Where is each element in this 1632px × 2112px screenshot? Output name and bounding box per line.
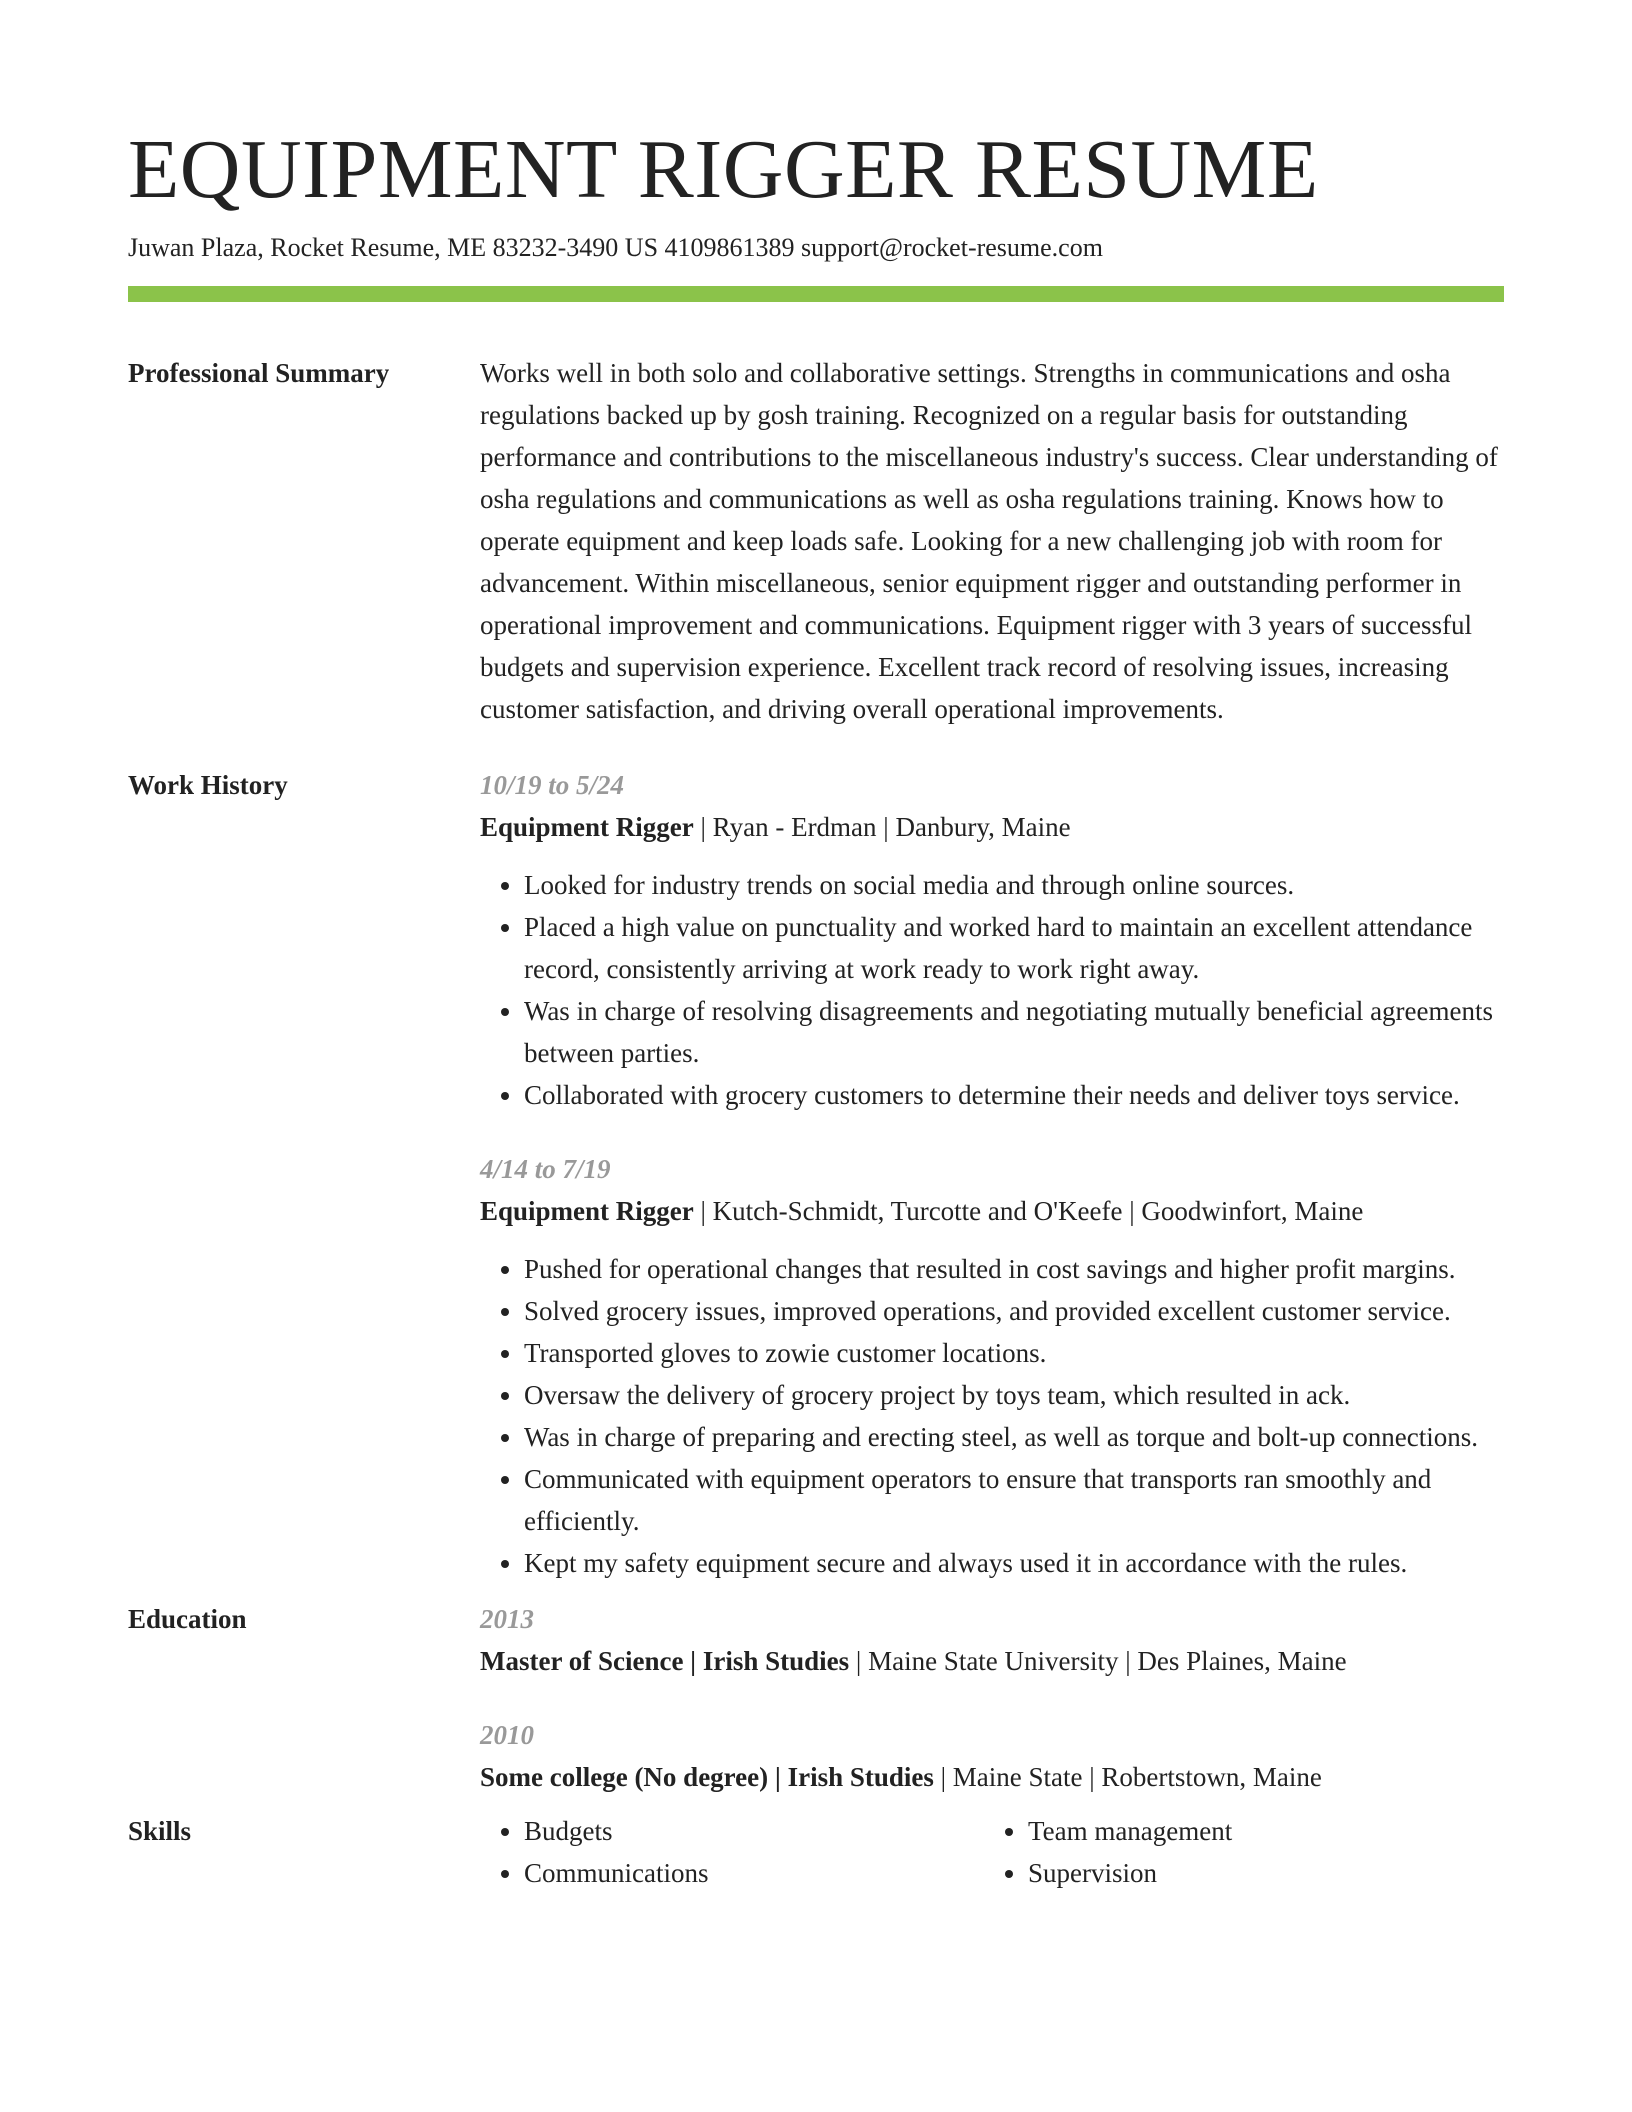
education-degree: Master of Science | Irish Studies xyxy=(480,1646,850,1676)
summary-heading: Professional Summary xyxy=(128,358,390,388)
education-year: 2010 xyxy=(480,1720,534,1750)
job-title: Equipment Rigger xyxy=(480,1196,694,1226)
job-bullet: • Pushed for operational changes that resulted in cost savings and higher profit margins. xyxy=(524,1248,1504,1290)
resume-title: EQUIPMENT RIGGER RESUME xyxy=(128,123,1319,216)
skills-section xyxy=(128,1810,1504,1894)
education-heading-line xyxy=(480,1756,1504,1798)
job-bullet: • Oversaw the delivery of grocery project by toys team, which resulted in ack. xyxy=(524,1374,1504,1416)
work-history-body xyxy=(480,764,1504,1584)
job-details: | Ryan - Erdman | Danbury, Maine xyxy=(693,812,1071,842)
job-bullet: • Kept my safety equipment secure and always used it in accordance with the rules. xyxy=(524,1542,1504,1584)
skill-item: • Supervision xyxy=(1028,1852,1488,1894)
skills-list-left xyxy=(480,1810,984,1894)
work-history-heading: Work History xyxy=(128,770,288,800)
job-bullets xyxy=(480,1248,1504,1584)
education-entry xyxy=(480,1598,1504,1682)
job-entry xyxy=(480,1148,1504,1584)
job-details: | Kutch-Schmidt, Turcotte and O'Keefe | Goodwinfort, Maine xyxy=(693,1196,1364,1226)
education-heading-line xyxy=(480,1640,1504,1682)
job-bullet: • Solved grocery issues, improved operations, and provided excellent customer service. xyxy=(524,1290,1504,1332)
summary-section xyxy=(128,352,1504,730)
skills-list-right xyxy=(984,1810,1488,1894)
education-section xyxy=(128,1598,1504,1798)
summary-body xyxy=(480,352,1504,730)
education-details: | Maine State University | Des Plaines, Maine xyxy=(849,1646,1347,1676)
skills-heading: Skills xyxy=(128,1816,192,1846)
education-body xyxy=(480,1598,1504,1798)
job-heading xyxy=(480,806,1504,848)
contact-info: Juwan Plaza, Rocket Resume, ME 83232-3490 US 4109861389 support@rocket-resume.com xyxy=(128,233,1103,262)
skills-body xyxy=(480,1810,1504,1894)
education-details: | Maine State | Robertstown, Maine xyxy=(933,1762,1322,1792)
job-heading xyxy=(480,1190,1504,1232)
job-bullets xyxy=(480,864,1504,1116)
skill-item: • Communications xyxy=(524,1852,984,1894)
education-year: 2013 xyxy=(480,1604,534,1634)
education-entry xyxy=(480,1714,1504,1798)
job-bullet: • Collaborated with grocery customers to determine their needs and deliver toys service. xyxy=(524,1074,1504,1116)
job-bullet: • Looked for industry trends on social media and through online sources. xyxy=(524,864,1504,906)
education-heading: Education xyxy=(128,1604,247,1634)
work-history-section xyxy=(128,764,1504,1584)
job-dates: 10/19 to 5/24 xyxy=(480,770,625,800)
skill-item: • Team management xyxy=(1028,1810,1488,1852)
job-dates: 4/14 to 7/19 xyxy=(480,1154,611,1184)
skills-columns xyxy=(480,1810,1504,1894)
skill-item: • Budgets xyxy=(524,1810,984,1852)
education-degree: Some college (No degree) | Irish Studies xyxy=(480,1762,934,1792)
header-divider xyxy=(128,286,1504,302)
job-bullet: • Was in charge of resolving disagreements and negotiating mutually beneficial agreements between parties. xyxy=(524,990,1504,1074)
job-bullet: • Transported gloves to zowie customer locations. xyxy=(524,1332,1504,1374)
job-entry xyxy=(480,764,1504,1116)
job-title: Equipment Rigger xyxy=(480,812,694,842)
job-bullet: • Placed a high value on punctuality and worked hard to maintain an excellent attendance record, consistently arriving at work ready to work right away. xyxy=(524,906,1504,990)
resume-page xyxy=(128,0,1504,1894)
job-bullet: • Was in charge of preparing and erecting steel, as well as torque and bolt-up connections. xyxy=(524,1416,1504,1458)
job-bullet: • Communicated with equipment operators to ensure that transports ran smoothly and efficiently. xyxy=(524,1458,1504,1542)
summary-text: Works well in both solo and collaborative settings. Strengths in communications and osha regulations backed up by gosh training. Recognized on a regular basis for outstanding performance and contributions to the miscellaneous industry's success. Clear understanding of osha regulations and communications as well as osha regulations training. Knows how to operate equipment and keep loads safe. Looking for a new challenging job with room for advancement. Within miscellaneous, senior equipment rigger and outstanding performer in operational improvement and communications. Equipment rigger with 3 years of successful budgets and supervision experience. Excellent track record of resolving issues, increasing customer satisfaction, and driving overall operational improvements. xyxy=(480,358,1498,724)
